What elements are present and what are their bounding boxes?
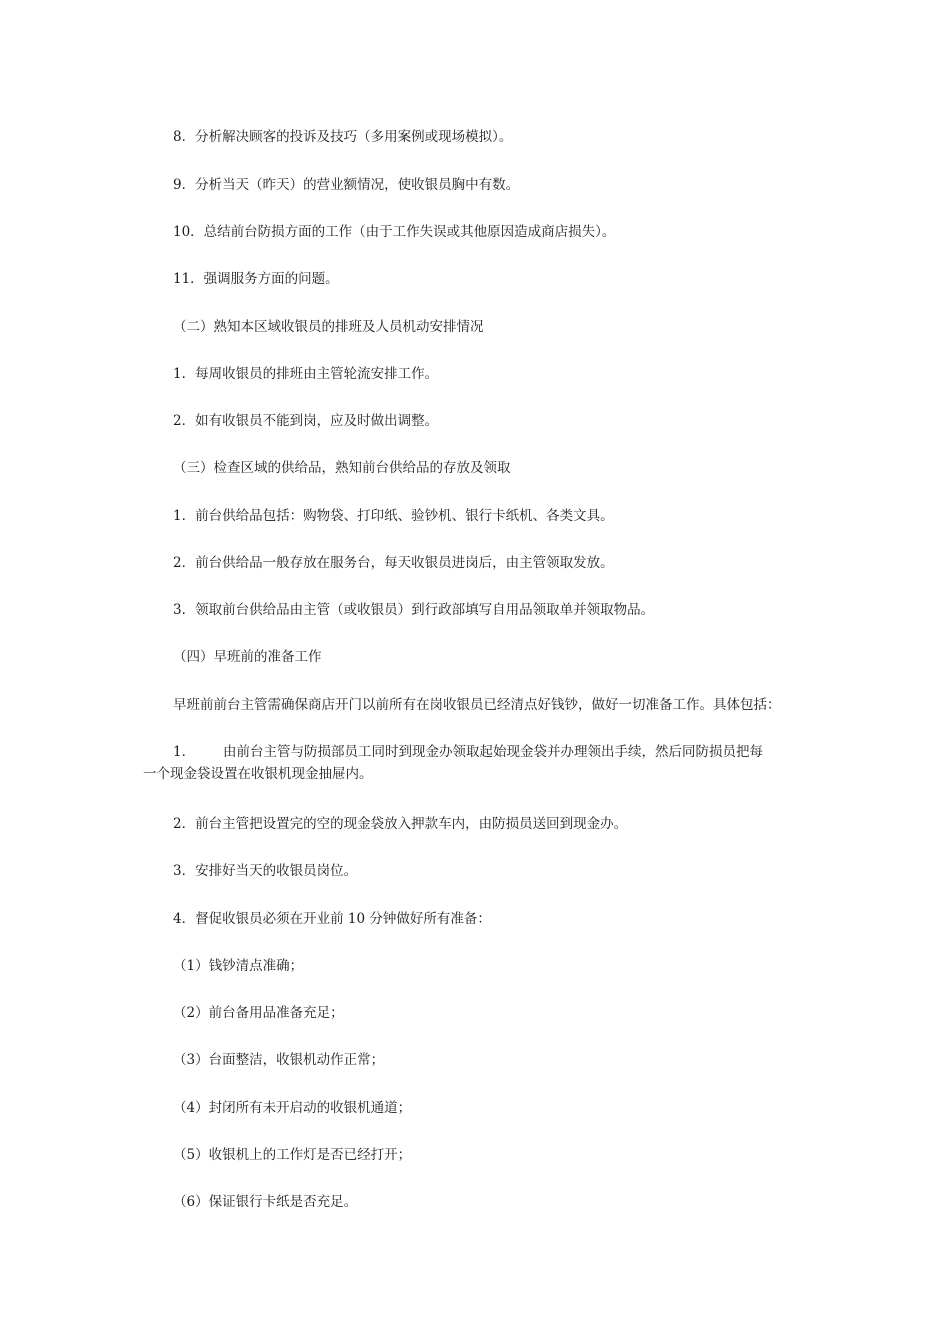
sub-item: （2）前台备用品准备充足； — [173, 1005, 344, 1021]
paragraph-item-8: 8．分析解决顾客的投诉及技巧（多用案例或现场模拟）。 — [173, 129, 513, 145]
paragraph-item: 1．每周收银员的排班由主管轮流安排工作。 — [173, 366, 439, 382]
paragraph-item-wrapped — [143, 741, 813, 785]
sub-item: （3）台面整洁，收银机动作正常； — [173, 1052, 385, 1068]
paragraph-item-9: 9．分析当天（昨天）的营业额情况，使收银员胸中有数。 — [173, 177, 520, 193]
paragraph-item-10: 10．总结前台防损方面的工作（由于工作失误或其他原因造成商店损失）。 — [173, 224, 616, 240]
paragraph-item: 3．安排好当天的收银员岗位。 — [173, 863, 358, 879]
paragraph-item: 2．如有收银员不能到岗，应及时做出调整。 — [173, 413, 439, 429]
item-number: 1． — [173, 744, 196, 760]
sub-item: （1）钱钞清点准确； — [173, 958, 304, 974]
sub-item: （5）收银机上的工作灯是否已经打开； — [173, 1147, 412, 1163]
sub-item: （4）封闭所有未开启动的收银机通道； — [173, 1100, 412, 1116]
paragraph-item: 1．前台供给品包括：购物袋、打印纸、验钞机、银行卡纸机、各类文具。 — [173, 508, 614, 524]
section-heading-2: （二）熟知本区域收银员的排班及人员机动安排情况 — [173, 319, 484, 335]
paragraph-intro: 早班前前台主管需确保商店开门以前所有在岗收银员已经清点好钱钞，做好一切准备工作。具体包括： — [173, 697, 781, 713]
paragraph-item: 4．督促收银员必须在开业前 10 分钟做好所有准备： — [173, 911, 491, 927]
item-text-continued: 一个现金袋设置在收银机现金抽屉内。 — [143, 766, 373, 782]
paragraph-item: 2．前台供给品一般存放在服务台，每天收银员进岗后，由主管领取发放。 — [173, 555, 614, 571]
paragraph-item: 3．领取前台供给品由主管（或收银员）到行政部填写自用品领取单并领取物品。 — [173, 602, 655, 618]
section-heading-3: （三）检查区域的供给品，熟知前台供给品的存放及领取 — [173, 460, 511, 476]
section-heading-4: （四）早班前的准备工作 — [173, 649, 322, 665]
sub-item: （6）保证银行卡纸是否充足。 — [173, 1194, 358, 1210]
paragraph-item: 2．前台主管把设置完的空的现金袋放入押款车内，由防损员送回到现金办。 — [173, 816, 628, 832]
item-text-first: 由前台主管与防损部员工同时到现金办领取起始现金袋并办理领出手续，然后同防损员把每 — [223, 744, 763, 760]
paragraph-item-11: 11．强调服务方面的问题。 — [173, 271, 339, 287]
